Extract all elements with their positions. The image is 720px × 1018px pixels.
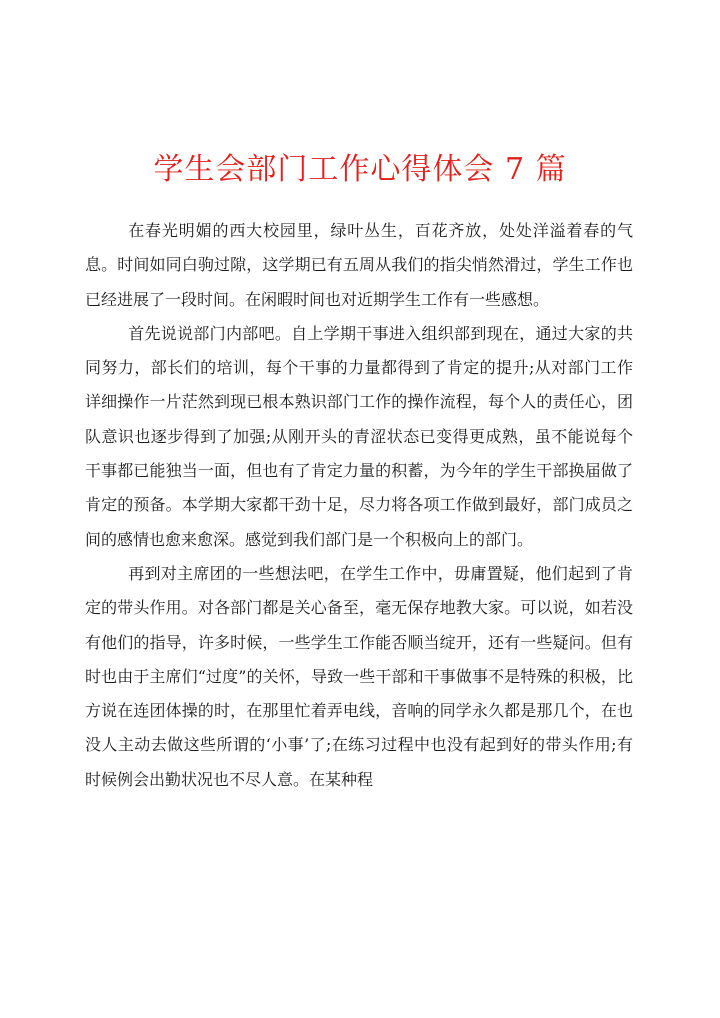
document-body bbox=[85, 214, 633, 797]
paragraph-2: 首先说说部门内部吧。自上学期干事进入组织部到现在，通过大家的共同努力，部长们的培训，每个干事的力量都得到了肯定的提升;从对部门工作详细操作一片茫然到现已根本熟识部门工作的操作流程，每个人的责任心，团队意识也逐步得到了加强;从刚开头的青涩状态已变得更成熟，虽不能说每个干事都已能独当一面，但也有了肯定力量的积蓄，为今年的学生干部换届做了肯定的预备。本学期大家都干劲十足，尽力将各项工作做到最好，部门成员之间的感情也愈来愈深。感觉到我们部门是一个积极向上的部门。 bbox=[85, 323, 633, 549]
paragraph-3: 再到对主席团的一些想法吧，在学生工作中，毋庸置疑，他们起到了肯定的带头作用。对各部门都是关心备至，毫无保存地教大家。可以说，如若没有他们的指导，许多时候，一些学生工作能否顺当绽开，还有一些疑问。但有时也由于主席们“过度”的关怀，导致一些干部和干事做事不是特殊的积极，比方说在连团体操的时，在那里忙着弄电线，音响的同学永久都是那几个，在也没人主动去做这些所谓的‘小事’了;在练习过程中也没有起到好的带头作用;有时候例会出勤状况也不尽人意。在某种程 bbox=[85, 563, 633, 789]
document-title: 学生会部门工作心得体会 7 篇 bbox=[153, 152, 567, 187]
paragraph-1: 在春光明媚的西大校园里，绿叶丛生，百花齐放，处处洋溢着春的气息。时间如同白驹过隙，这学期已有五周从我们的指尖悄然滑过，学生工作也已经进展了一段时间。在闲暇时间也对近期学生工作有一些感想。 bbox=[85, 221, 633, 309]
